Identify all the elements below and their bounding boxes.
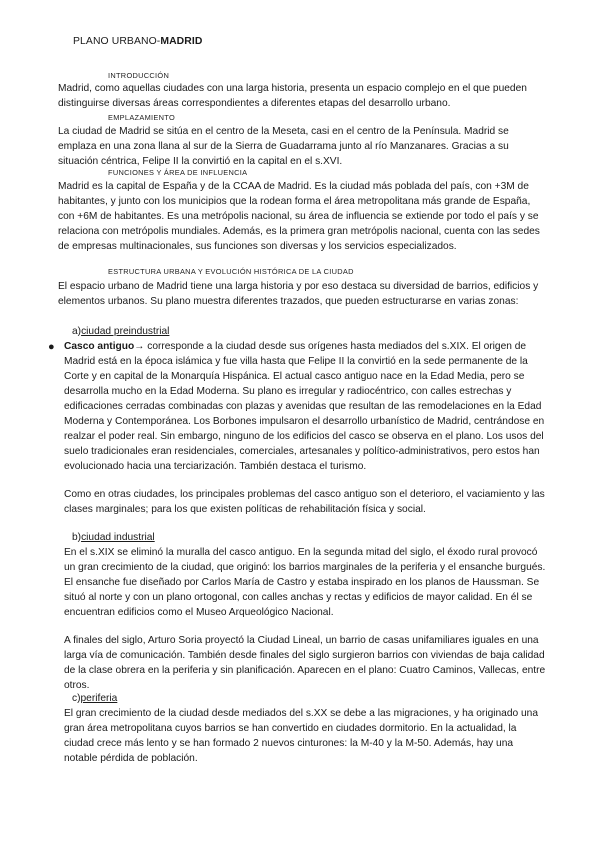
paragraph-casco-antiguo (64, 339, 548, 474)
paragraph-estructura: El espacio urbano de Madrid tiene una larga historia y por eso destaca su diversidad de barrios, edificios y elementos urbanos. Su plano muestra diferentes trazados, que pueden estructurarse en varias zonas: (58, 281, 539, 307)
subheading-prefix: a) (72, 326, 82, 337)
paragraph-funciones: Madrid es la capital de España y de la CCAA de Madrid. Es la ciudad más poblada del país, con +3M de habitantes, y junto con los municipios que la rodean forma el área metropolitana más grande de España, con +6M de habitantes. Es una metrópolis nacional, su área de influencia se extiende por todo el país y se relaciona con metrópolis mundiales. Además, es la primera gran metrópolis nacional, cuenta con las sedes de empresas multinacionales, sus funciones son diversas y los servicios especializados. (58, 181, 540, 252)
heading-emplazamiento: EMPLAZAMIENTO (108, 113, 176, 122)
casco-antiguo-term: Casco antiguo (64, 341, 135, 352)
page-title (73, 36, 203, 47)
subheading-label: periferia (80, 693, 118, 704)
subheading-prefix: b) (72, 532, 82, 543)
subheading-prefix: c) (72, 693, 81, 704)
paragraph-ciudad-lineal: A finales del siglo, Arturo Soria proyectó la Ciudad Lineal, un barrio de casas unifamiliares iguales en una larga vía de comunicación. También desde finales del siglo surgieron barrios con viviendas de baja calidad de la clase obrera en la periferia y sin planificación. Aparecen en el plano: Cuatro Caminos, Vallecas, entre otros. (64, 635, 546, 691)
subheading-industrial (72, 530, 155, 545)
heading-funciones: FUNCIONES Y ÁREA DE INFLUENCIA (108, 168, 248, 177)
title-prefix: PLANO URBANO- (73, 36, 161, 47)
paragraph-industrial: En el s.XIX se eliminó la muralla del casco antiguo. En la segunda mitad del siglo, el éxodo rural provocó un gran crecimiento de la ciudad, que originó: los barrios marginales de la periferia y el ensanche burgués. El ensanche fue diseñado por Carlos María de Castro y estaba inspirado en los planos de Haussman. Se situó al norte y con un plano ortogonal, con calles anchas y rectas y edificios de mayor calidad. En él se encuentran edificios como el Museo Arqueológico Nacional. (64, 547, 546, 618)
casco-antiguo-text: → corresponde a la ciudad desde sus orígenes hasta mediados del s.XIX. El origen de Madrid está en la época islámica y fue villa hasta que Felipe II la convirtió en la sede permanente de la Corte y en capital de la Monarquía Hispánica. El actual casco antiguo nace en la Edad Media, pero se desarrolla mucho en la Edad Moderna. Su plano es irregular y radiocéntrico, con calles estrechas y edificaciones cerradas combinadas con plazas y avenidas que resultan de las remodelaciones en la Edad Moderna y Contemporánea. Los Borbones impulsaron el desarrollo urbanístico de Madrid, centrándose en realzar el poder real. Sin embargo, ninguno de los edificios del casco se observa en el plano. Los usos del suelo tradicionales eran residenciales, comerciales, artesanales y político-administrativos, pero estos han evolucionado hacia una terciarización. También destaca el turismo. (64, 341, 545, 472)
subheading-label: ciudad industrial (81, 532, 155, 543)
paragraph-emplazamiento: La ciudad de Madrid se sitúa en el centro de la Meseta, casi en el centro de la Península. Madrid se emplaza en una zona llana al sur de la Sierra de Guadarrama junto al río Manzanares. Gracias a su situación céntrica, Felipe II la convirtió en la capital en el s.XVI. (58, 126, 509, 167)
paragraph-periferia: El gran crecimiento de la ciudad desde mediados del s.XX se debe a las migraciones, y ha originado una gran área metropolitana cuyos barrios se han convertido en ciudades dormitorio. En la actualidad, la ciudad crece más lento y se han formado 2 nuevos cinturones: la M-40 y la M-50. Además, hay una notable pérdida de población. (64, 708, 539, 764)
heading-estructura: ESTRUCTURA URBANA Y EVOLUCIÓN HISTÓRICA DE LA CIUDAD (108, 267, 354, 276)
paragraph-introduccion: Madrid, como aquellas ciudades con una larga historia, presenta un espacio complejo en el que pueden distinguirse diversas áreas correspondientes a diferentes etapas del desarrollo urbano. (58, 83, 527, 109)
subheading-periferia (72, 691, 117, 706)
heading-introduccion: INTRODUCCIÓN (108, 71, 170, 80)
bullet-icon: ● (48, 341, 55, 353)
title-city: MADRID (160, 36, 203, 47)
subheading-label: ciudad preindustrial (81, 326, 170, 337)
paragraph-casco-problemas: Como en otras ciudades, los principales problemas del casco antiguo son el deterioro, el vaciamiento y las clases marginales; para los que existen políticas de rehabilitación física y social. (64, 489, 545, 515)
subheading-preindustrial (72, 324, 169, 339)
